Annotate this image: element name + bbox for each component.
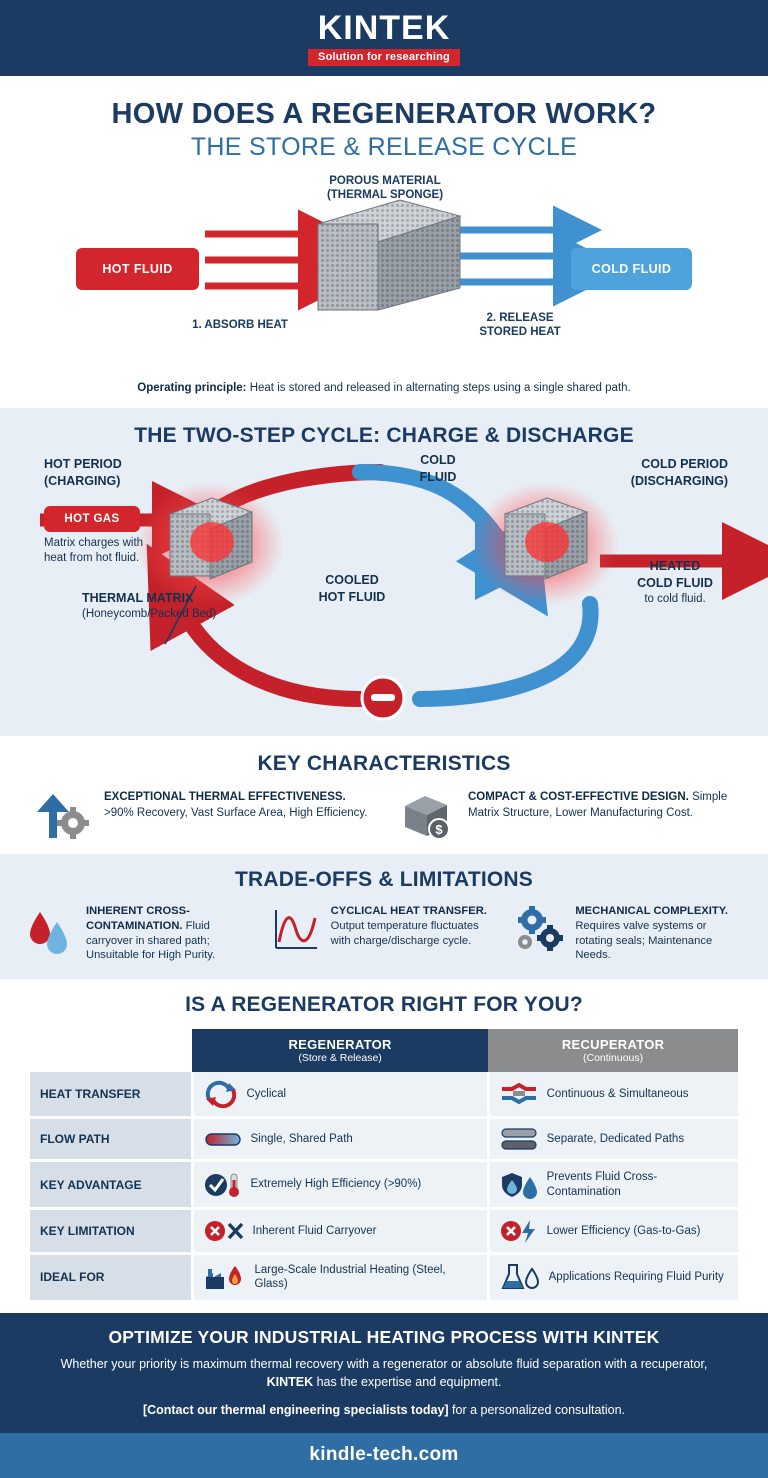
table-header-row [30, 1029, 738, 1072]
thermal-matrix-right-icon [505, 498, 587, 579]
cell-recuperator [488, 1253, 738, 1301]
cta-body-brand: KINTEK [266, 1374, 314, 1389]
cta-contact-link[interactable]: [Contact our thermal engineering specialists today] [142, 1402, 449, 1417]
thermal-matrix-label: THERMAL MATRIX (Honeycomb/Packed Bed) [82, 591, 217, 620]
tradeoff-item [269, 904, 500, 963]
tradeoff-item [24, 904, 255, 963]
cta-body-2: has the expertise and equipment. [313, 1374, 502, 1389]
hot-fluid-pill: HOT FLUID [76, 248, 199, 290]
absorb-heat-label: 1. ABSORB HEAT [192, 319, 288, 331]
no-mixing-icon [362, 677, 404, 719]
cell-regenerator [192, 1118, 488, 1161]
tradeoff-text: CYCLICAL HEAT TRANSFER. Output temperature fluctuates with charge/discharge cycle. [330, 905, 487, 947]
cold-fluid-pill: COLD FLUID [571, 248, 692, 290]
cell-text: Applications Requiring Fluid Purity [548, 1271, 724, 1284]
table-row [30, 1118, 738, 1161]
cell-recuperator [488, 1208, 738, 1253]
double-pipe-icon [500, 1127, 538, 1151]
cell-text: Continuous & Simultaneous [546, 1087, 689, 1100]
column-header-regenerator [192, 1029, 488, 1072]
cycle-diagram [0, 454, 768, 722]
cold-fluid-label: COLD FLUID [419, 453, 457, 484]
key-characteristic-text: COMPACT & COST-EFFECTIVE DESIGN. Simple Matrix Structure, Lower Manufacturing Cost. [468, 791, 728, 819]
key-characteristic-text: EXCEPTIONAL THERMAL EFFECTIVENESS. >90% Recovery, Vast Surface Area, High Efficiency. [104, 791, 368, 819]
cooled-hot-fluid-label: COOLED HOT FLUID [318, 573, 386, 604]
hot-gas-pill: HOT GAS [44, 506, 140, 532]
cell-text: Extremely High Efficiency (>90%) [250, 1178, 422, 1191]
cell-recuperator [488, 1072, 738, 1118]
cold-flow-arrows [460, 230, 560, 282]
tradeoff-text: INHERENT CROSS-CONTAMINATION. Fluid carryover in shared path; Unsuitable for High Purity. [86, 905, 216, 962]
comparison-heading: IS A REGENERATOR RIGHT FOR YOU? [185, 993, 583, 1017]
hot-flow-arrows [205, 234, 305, 286]
website-url[interactable]: kindle-tech.com [0, 1433, 768, 1478]
hot-period-label: HOT PERIOD (CHARGING) [44, 457, 122, 488]
x-bolt-icon [500, 1218, 538, 1244]
cell-regenerator [192, 1161, 488, 1209]
recuperator-subtitle: (Continuous) [583, 1052, 644, 1065]
thermal-matrix-left-icon [170, 498, 252, 579]
cold-period-label: COLD PERIOD (DISCHARGING) [630, 457, 728, 488]
tradeoffs-section [0, 854, 768, 979]
cell-regenerator [192, 1253, 488, 1301]
wave-graph-icon [269, 904, 323, 963]
box-dollar-icon [394, 790, 458, 840]
recuperator-title: RECUPERATOR [561, 1037, 665, 1053]
column-header-recuperator [488, 1029, 738, 1072]
cell-recuperator [488, 1161, 738, 1209]
cell-recuperator [488, 1118, 738, 1161]
key-characteristic-item [394, 790, 738, 840]
two-droplets-icon [24, 904, 78, 963]
table-corner-cell [30, 1029, 192, 1072]
brand-tagline: Solution for researching [308, 49, 460, 66]
table-row [30, 1253, 738, 1301]
heated-cold-fluid-label: HEATED COLD FLUID to cold fluid. [637, 559, 713, 605]
cell-text: Single, Shared Path [250, 1132, 353, 1145]
row-label: FLOW PATH [30, 1118, 192, 1161]
heat-exchanger-icon [500, 1081, 538, 1107]
matrix-charge-note: Matrix charges with heat from hot fluid. [44, 537, 144, 564]
cell-regenerator [192, 1072, 488, 1118]
tradeoffs-heading: TRADE-OFFS & LIMITATIONS [235, 868, 533, 891]
tradeoff-text: MECHANICAL COMPLEXITY. Requires valve systems or rotating seals; Maintenance Needs. [575, 905, 729, 962]
cta-contact-tail: for a personalized consultation. [448, 1402, 626, 1417]
operating-principle-note [0, 378, 768, 408]
cell-text: Separate, Dedicated Paths [546, 1132, 685, 1145]
cta-body-1: Whether your priority is maximum thermal recovery with a regenerator or absolute fluid separation with a recuperator, [60, 1356, 708, 1371]
brand-header [0, 0, 768, 76]
two-step-cycle-section [0, 408, 768, 736]
cta-section [0, 1313, 768, 1433]
row-label: HEAT TRANSFER [30, 1072, 192, 1118]
check-thermometer-icon [204, 1171, 242, 1199]
comparison-section [0, 979, 768, 1313]
key-characteristic-item [30, 790, 374, 840]
cta-body [36, 1355, 732, 1391]
key-characteristics-section [0, 736, 768, 854]
x-crossed-arrows-icon [204, 1218, 244, 1244]
cell-text: Cyclical [246, 1087, 287, 1100]
svg-text:$: $ [435, 822, 443, 837]
release-heat-label: 2. RELEASE STORED HEAT [479, 312, 561, 339]
gears-icon [513, 904, 567, 963]
regenerator-subtitle: (Store & Release) [298, 1052, 382, 1065]
table-row [30, 1208, 738, 1253]
tradeoff-item [513, 904, 744, 963]
single-pipe-icon [204, 1129, 242, 1149]
cyclical-arrows-icon [204, 1080, 238, 1108]
operating-principle-bold: Operating principle: [137, 382, 247, 394]
brand-logo: KINTEK [317, 8, 451, 47]
cell-text: Prevents Fluid Cross-Contamination [546, 1171, 658, 1198]
cell-text: Inherent Fluid Carryover [252, 1224, 377, 1237]
row-label: IDEAL FOR [30, 1253, 192, 1301]
porous-material-label: POROUS MATERIAL (THERMAL SPONGE) [326, 175, 444, 202]
upward-arrow-gear-icon [30, 790, 94, 840]
cta-contact-line [36, 1403, 732, 1417]
comparison-table [30, 1029, 738, 1303]
title-line-2: THE STORE & RELEASE CYCLE [190, 133, 578, 161]
table-row [30, 1161, 738, 1209]
cta-heading: OPTIMIZE YOUR INDUSTRIAL HEATING PROCESS WITH KINTEK [108, 1326, 660, 1347]
cell-text: Lower Efficiency (Gas-to-Gas) [546, 1224, 701, 1237]
operating-principle-text: Heat is stored and released in alternating steps using a single shared path. [246, 382, 631, 394]
cell-text: Large-Scale Industrial Heating (Steel, Glass) [254, 1263, 446, 1291]
porous-cube-icon [318, 200, 460, 310]
key-characteristics-heading: KEY CHARACTERISTICS [257, 752, 511, 775]
table-row [30, 1072, 738, 1118]
hero-diagram [0, 175, 768, 378]
shield-droplet-icon [500, 1171, 538, 1199]
factory-flame-icon [204, 1263, 246, 1291]
title-line-1: HOW DOES A REGENERATOR WORK? [111, 98, 657, 130]
page-title [0, 76, 768, 168]
cycle-heading: THE TWO-STEP CYCLE: CHARGE & DISCHARGE [134, 424, 634, 447]
regenerator-title: REGENERATOR [288, 1037, 392, 1053]
row-label: KEY LIMITATION [30, 1208, 192, 1253]
flask-purity-icon [500, 1263, 540, 1291]
cell-regenerator [192, 1208, 488, 1253]
row-label: KEY ADVANTAGE [30, 1161, 192, 1209]
